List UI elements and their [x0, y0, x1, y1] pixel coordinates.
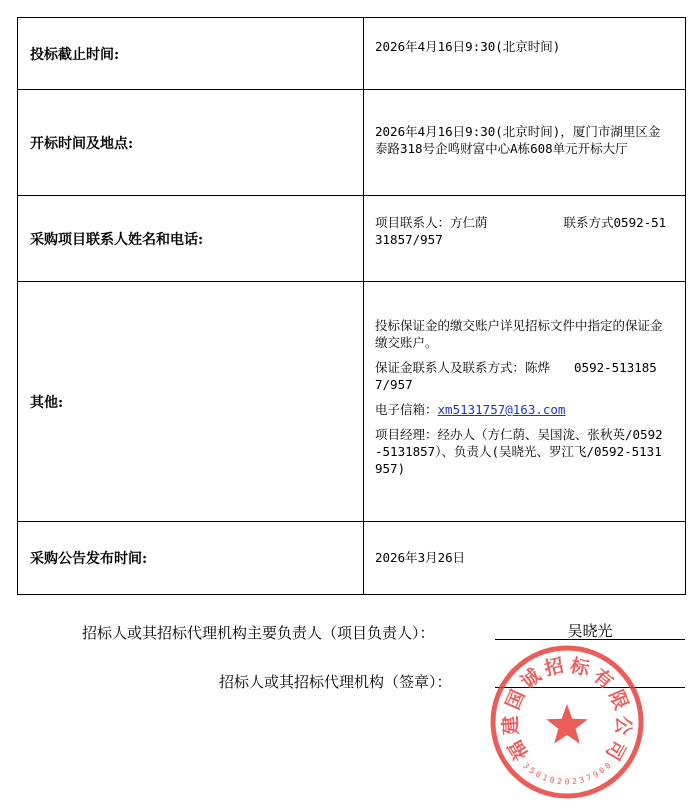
contact-method: 联系方式0592-5131857/957 [375, 214, 667, 247]
opening-time-place-label: 开标时间及地点: [18, 90, 364, 196]
deposit-contact-name: 保证金联系人及联系方式：陈烨 [375, 359, 551, 375]
seal-number-char: 5 [527, 765, 537, 776]
email-label: 电子信箱： [375, 401, 438, 417]
seal-number-char: 0 [548, 775, 556, 786]
publish-date-value: 2026年3月26日 [364, 522, 686, 595]
responsible-person-label: 招标人或其招标代理机构主要负责人（项目负责人）： [82, 624, 435, 642]
seal-number-char: 7 [585, 772, 593, 783]
seal-char: 建 [499, 715, 523, 736]
seal-char: 公 [611, 715, 635, 736]
table-row [18, 522, 686, 595]
seal-char: 司 [601, 736, 630, 764]
project-manager-note: 项目经理：经办人（方仁荫、吴国泷、张秋英/0592-5131857）、负责人(吴晓光、罗江飞/0592-5131957) [375, 426, 663, 476]
seal-char: 有 [588, 664, 618, 694]
publish-date-label: 采购公告发布时间: [18, 522, 364, 595]
seal-char: 招 [542, 654, 566, 681]
table-row [18, 282, 686, 522]
table-row [18, 196, 686, 282]
company-seal-icon [487, 642, 647, 802]
seal-char: 诚 [516, 664, 546, 694]
seal-number-char: 3 [521, 760, 531, 771]
table-row [18, 18, 686, 90]
signature-underline [495, 639, 685, 640]
seal-number-char: 0 [533, 769, 543, 780]
other-value [364, 282, 686, 522]
deposit-contact-phone: 0592-5131857/957 [375, 359, 657, 392]
seal-number-char: 2 [556, 776, 563, 787]
seal-char: 福 [504, 736, 533, 764]
agency-seal-label: 招标人或其招标代理机构（签章）： [219, 673, 452, 691]
table-row [18, 90, 686, 196]
contact-label: 采购项目联系人姓名和电话: [18, 196, 364, 282]
seal-char: 标 [568, 654, 592, 681]
deposit-contact [375, 359, 669, 393]
seal-number-char: 0 [597, 765, 607, 776]
email-link[interactable]: xm5131757@163.com [437, 401, 566, 417]
opening-time-place-value: 2026年4月16日9:30(北京时间)，厦门市湖里区金泰路318号企鸣财富中心A栋608单元开标大厅 [364, 90, 686, 196]
seal-char: 国 [501, 686, 530, 713]
other-label: 其他: [18, 282, 364, 522]
seal-number-char: 3 [578, 775, 586, 786]
contact-name: 项目联系人：方仁荫 [375, 214, 488, 230]
deposit-account-note: 投标保证金的缴交账户详见招标文件中指定的保证金缴交账户。 [375, 317, 663, 350]
seal-number-char: 0 [564, 777, 570, 787]
seal-number-char: 2 [571, 776, 578, 787]
seal-number-char: 9 [591, 769, 601, 780]
email-line [375, 401, 669, 418]
bid-deadline-value: 2026年4月16日9:30(北京时间) [364, 18, 686, 90]
info-table [17, 17, 686, 595]
responsible-person-name: 吴晓光 [567, 622, 613, 640]
seal-number-char: 0 [603, 760, 613, 771]
bid-deadline-label: 投标截止时间: [18, 18, 364, 90]
seal-number-char: 1 [541, 772, 549, 783]
seal-char: 限 [604, 686, 633, 713]
contact-value [364, 196, 686, 282]
